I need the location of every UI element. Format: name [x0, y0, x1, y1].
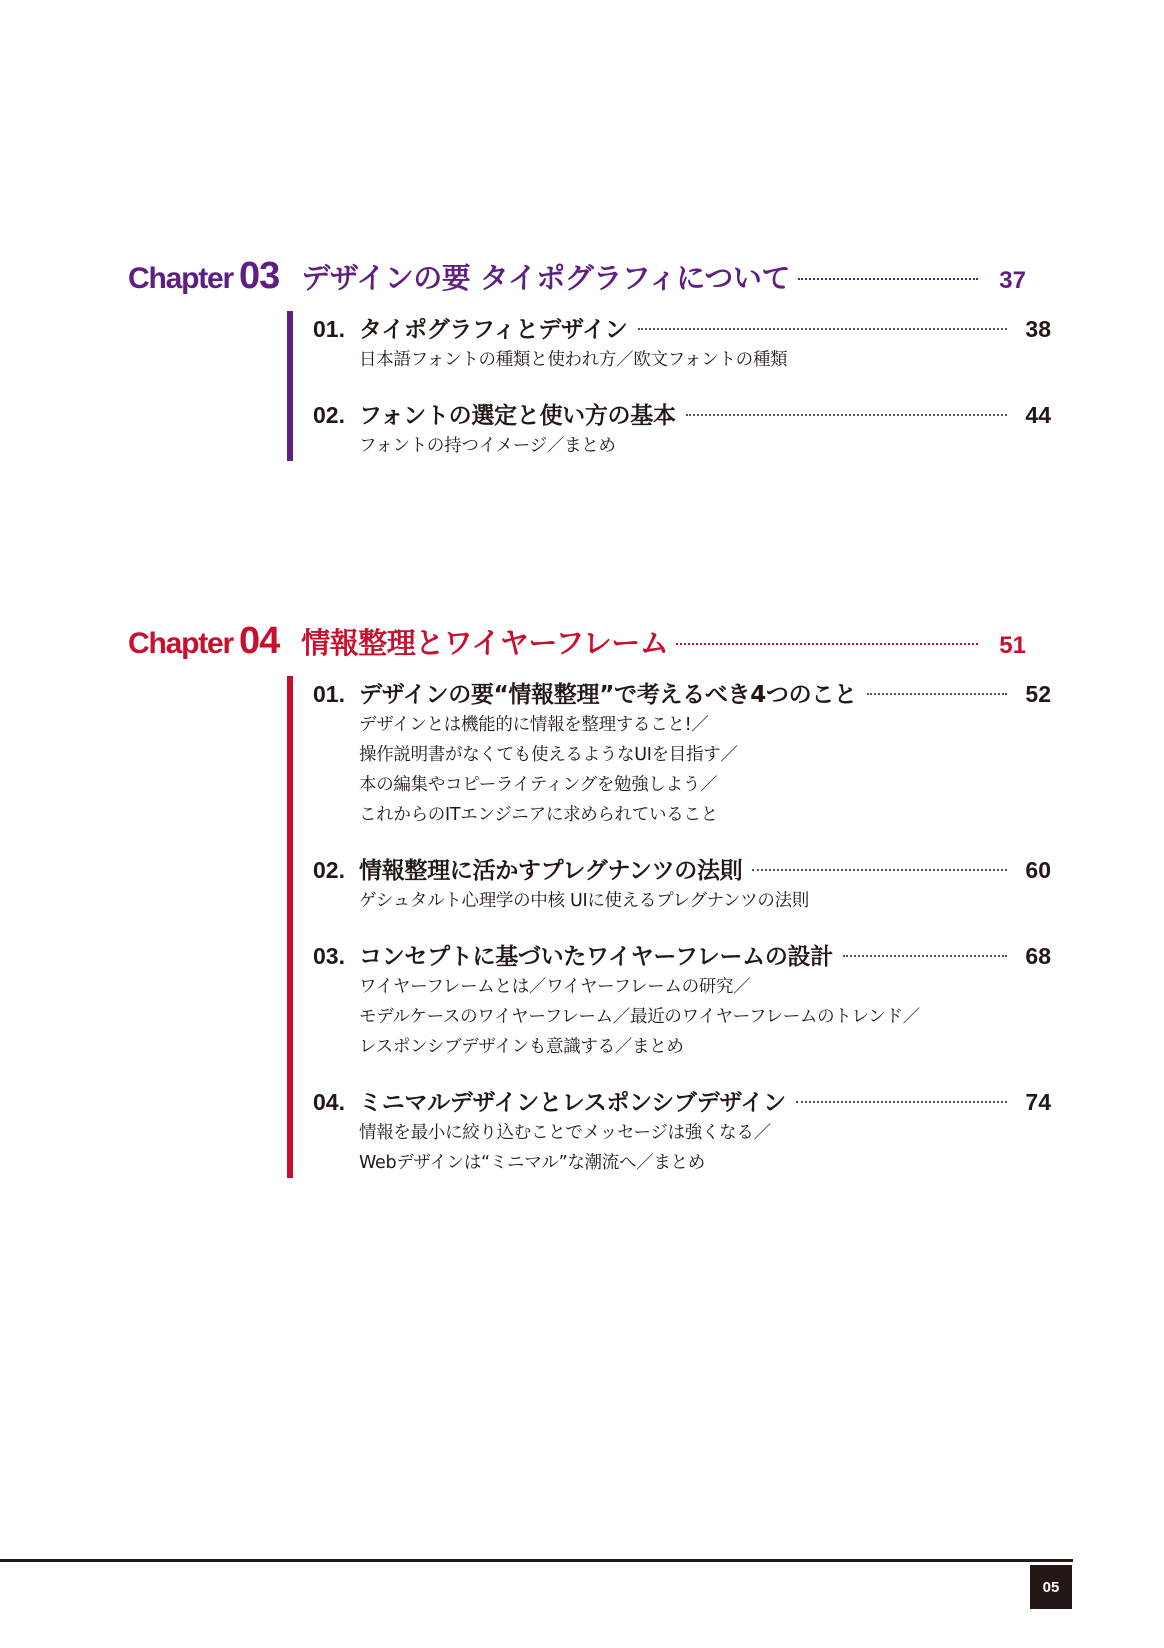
chapter-title: デザインの要 タイポグラフィについて — [301, 261, 790, 295]
description-line: レスポンシブデザインも意識する／まとめ — [359, 1037, 684, 1057]
chapter-page-number: 37 — [999, 267, 1026, 294]
description-line: デザインとは機能的に情報を整理すること!／ — [359, 715, 709, 735]
section-page-number: 74 — [1025, 1089, 1051, 1115]
footer-rule — [0, 1559, 1073, 1562]
section-description — [359, 1118, 1051, 1178]
section-title: コンセプトに基づいたワイヤーフレームの設計 — [359, 944, 833, 970]
description-line: ゲシュタルト心理学の中核 UIに使えるプレグナンツの法則 — [359, 891, 810, 911]
section-heading — [313, 397, 1051, 431]
dot-leader — [798, 278, 978, 280]
description-line: 本の編集やコピーライティングを勉強しよう／ — [359, 775, 718, 795]
section-description — [359, 431, 1051, 461]
section-list — [287, 676, 1051, 1178]
section-heading — [313, 938, 1051, 972]
section-title: 情報整理に活かすプレグナンツの法則 — [359, 858, 743, 884]
section-page-number: 44 — [1025, 402, 1051, 428]
section-description — [359, 972, 1051, 1062]
section-page-number: 52 — [1025, 681, 1051, 707]
section-title: タイポグラフィとデザイン — [359, 317, 628, 343]
section-title: デザインの要“情報整理”で考えるべき4つのこと — [359, 682, 857, 708]
section-description — [359, 345, 1051, 375]
dot-leader — [676, 643, 978, 645]
section-entry[interactable] — [313, 676, 1051, 830]
section-heading — [313, 852, 1051, 886]
chapter-number: 03 — [238, 255, 280, 297]
section-entry[interactable] — [313, 938, 1051, 1062]
section-entry[interactable] — [313, 311, 1051, 375]
section-number: 02. — [313, 857, 345, 883]
dot-leader — [638, 328, 1008, 330]
section-heading — [313, 311, 1051, 345]
section-description — [359, 710, 1051, 830]
section-page-number: 38 — [1025, 316, 1051, 342]
chapter-heading[interactable] — [128, 255, 1026, 295]
section-heading — [313, 1084, 1051, 1118]
description-line: 操作説明書がなくても使えるようなUIを目指す／ — [359, 745, 738, 765]
section-number: 04. — [313, 1089, 345, 1115]
description-line: 情報を最小に絞り込むことでメッセージは強くなる／ — [359, 1123, 771, 1143]
chapter-label: Chapter — [128, 627, 233, 660]
description-line: 日本語フォントの種類と使われ方／欧文フォントの種類 — [359, 350, 788, 370]
section-number: 02. — [313, 402, 345, 428]
section-title: ミニマルデザインとレスポンシブデザイン — [359, 1090, 786, 1116]
section-description — [359, 886, 1051, 916]
dot-leader — [752, 869, 1007, 871]
description-line: これからのITエンジニアに求められていること — [359, 805, 718, 825]
chapter-heading[interactable] — [128, 620, 1026, 660]
dot-leader — [867, 693, 1007, 695]
section-number: 03. — [313, 943, 345, 969]
chapter-title: 情報整理とワイヤーフレーム — [301, 626, 669, 660]
section-title: フォントの選定と使い方の基本 — [359, 403, 676, 429]
section-page-number: 60 — [1025, 857, 1051, 883]
section-page-number: 68 — [1025, 943, 1051, 969]
section-list — [287, 311, 1051, 461]
description-line: フォントの持つイメージ／まとめ — [359, 436, 616, 456]
description-line: モデルケースのワイヤーフレーム／最近のワイヤーフレームのトレンド／ — [359, 1007, 920, 1027]
description-line: Webデザインは“ミニマル”な潮流へ／まとめ — [359, 1153, 705, 1173]
dot-leader — [796, 1101, 1007, 1103]
section-entry[interactable] — [313, 852, 1051, 916]
section-heading — [313, 676, 1051, 710]
page-number-badge: 05 — [1030, 1565, 1072, 1609]
description-line: ワイヤーフレームとは／ワイヤーフレームの研究／ — [359, 977, 751, 997]
section-entry[interactable] — [313, 1084, 1051, 1178]
section-number: 01. — [313, 316, 345, 342]
chapter-number: 04 — [238, 620, 280, 662]
chapter-page-number: 51 — [999, 632, 1026, 659]
chapter-label: Chapter — [128, 262, 233, 295]
dot-leader — [686, 414, 1007, 416]
dot-leader — [843, 955, 1007, 957]
section-entry[interactable] — [313, 397, 1051, 461]
section-number: 01. — [313, 681, 345, 707]
